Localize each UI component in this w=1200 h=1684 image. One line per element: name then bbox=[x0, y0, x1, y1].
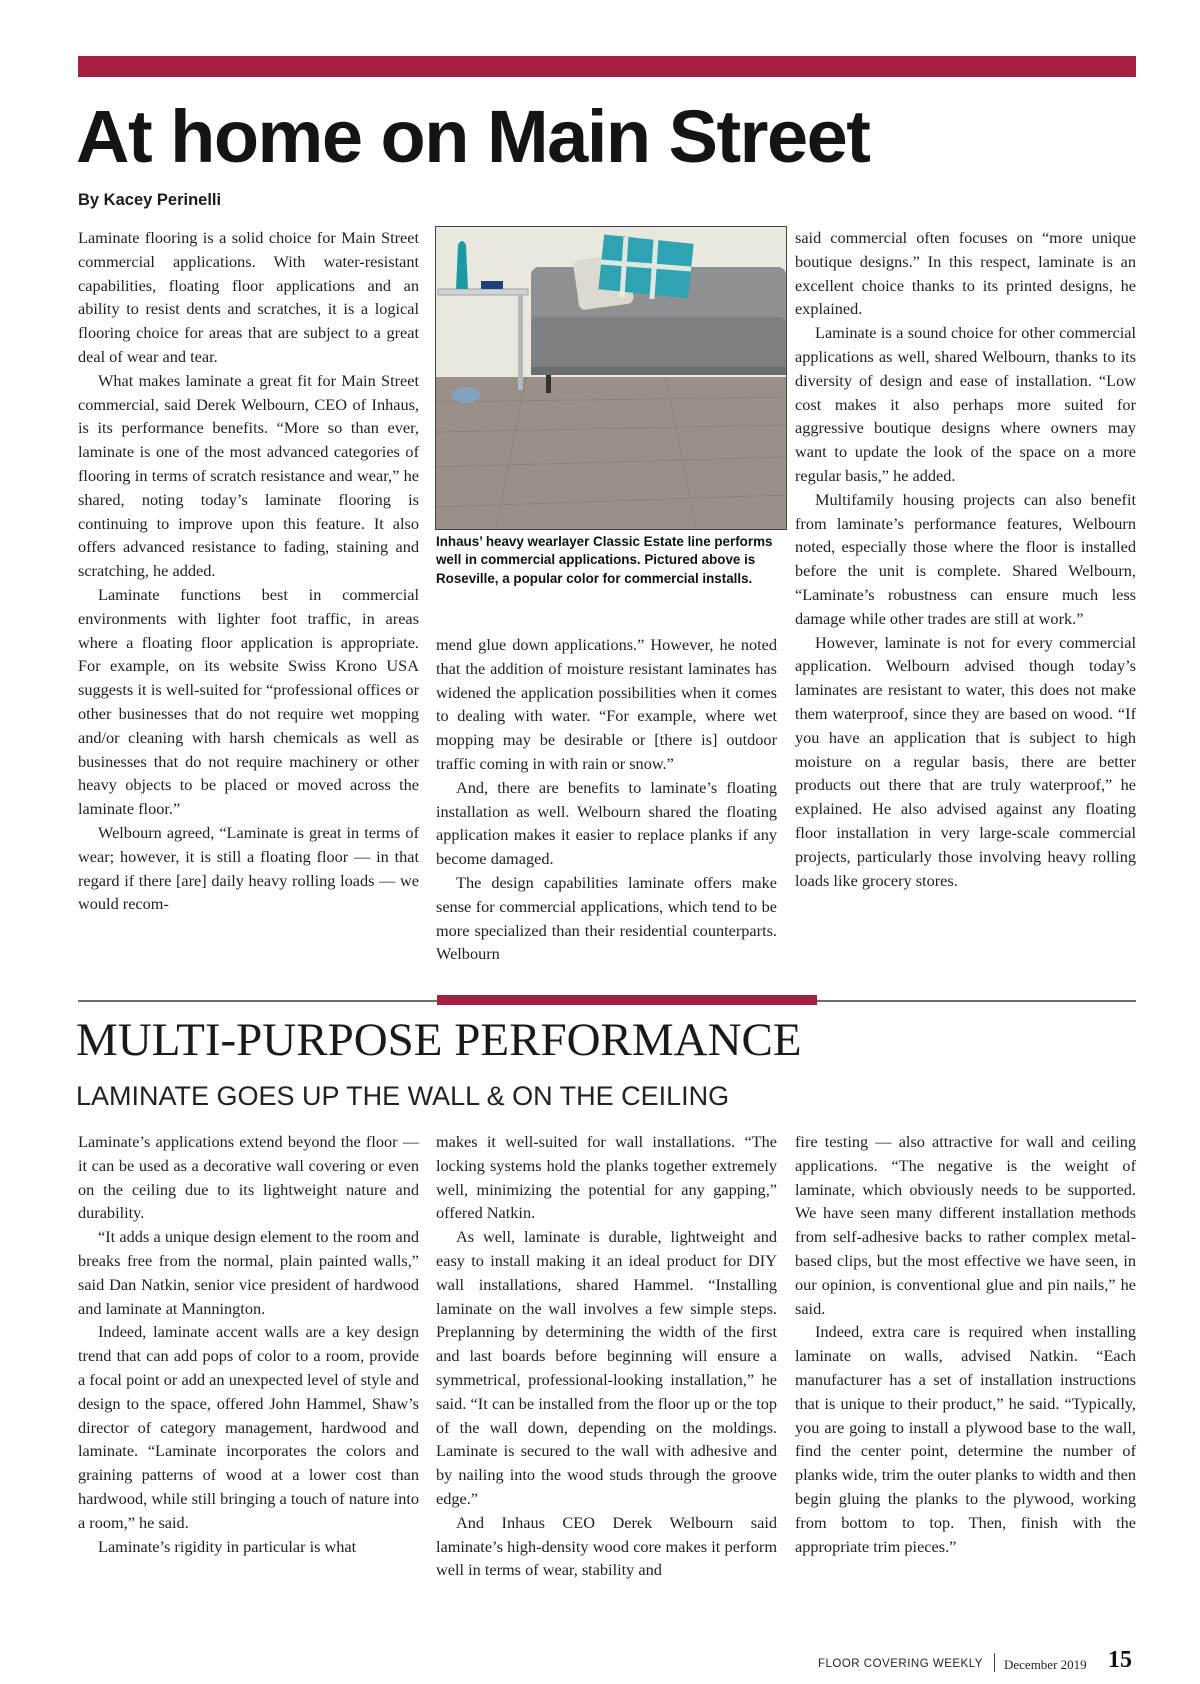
section-divider-accent bbox=[437, 995, 817, 1005]
article-byline: By Kacey Perinelli bbox=[78, 191, 222, 209]
paragraph: makes it well-suited for wall installations. “The locking systems hold the planks together extremely well, minimizing the potential for any gapping,” offered Natkin. bbox=[436, 1132, 777, 1223]
paragraph: Laminate’s applications extend beyond the floor — it can be used as a decorative wall covering or even on the ceiling due to its lightweight nature and durability. bbox=[78, 1132, 419, 1223]
paragraph: Indeed, extra care is required when installing laminate on walls, advised Natkin. “Each manufacturer has a set of installation instructions that is unique to their product,” he said. “Typically, you are going to install a plywood base to the wall, find the center point, determine the number of planks wide, trim the outer planks to width and then begin gluing the planks to the plywood, working from bottom to top. Then, finish with the appropriate trim pieces.” bbox=[795, 1322, 1136, 1556]
paragraph: Indeed, laminate accent walls are a key design trend that can add pops of color to a room, provide a focal point or add an unexpected level of style and design to the space, offered John Hammel, Shaw’s director of category management, hardwood and laminate. “Laminate incorporates the colors and graining patterns of wood at a lower cost than hardwood, while still bringing a touch of nature into a room,” he said. bbox=[78, 1322, 419, 1532]
paragraph: “It adds a unique design element to the room and breaks free from the normal, plain painted walls,” said Dan Natkin, senior vice president of hardwood and laminate at Mannington. bbox=[78, 1227, 419, 1318]
footer-date: December 2019 bbox=[1004, 1657, 1087, 1672]
paragraph: And Inhaus CEO Derek Welbourn said laminate’s high-density wood core makes it perform well in terms of wear, stability and bbox=[436, 1512, 777, 1580]
photo-caption: Inhaus’ heavy wearlayer Classic Estate line performs well in commercial applications. Pictured above is Roseville, a popular color for commercial installs. bbox=[436, 534, 773, 586]
section-column-1 bbox=[78, 1130, 419, 1558]
paragraph: And, there are benefits to laminate’s floating installation as well. Welbourn shared the floating application makes it easier to replace planks if any become damaged. bbox=[436, 777, 777, 869]
section-title: MULTI-PURPOSE PERFORMANCE bbox=[76, 1014, 802, 1066]
article-column-1 bbox=[78, 226, 419, 916]
paragraph: Laminate’s rigidity in particular is what bbox=[98, 1536, 357, 1556]
paragraph: What makes laminate a great fit for Main Street commercial, said Derek Welbourn, CEO of Inhaus, is its performance benefits. “More so than ever, laminate is one of the most advanced categories of flooring in terms of scratch resistance and wear,” he shared, noting today’s laminate flooring is continuing to improve upon this feature. It also offers advanced resistance to fading, staining and scratching, he added. bbox=[78, 370, 419, 581]
paragraph: However, laminate is not for every commercial application. Welbourn advised though today’s laminates are resistant to water, this does not make them waterproof, since they are based on wood. “If you have an application that is subject to high moisture on a regular basis, there are better products out there that are truly waterproof,” he explained. He also advised against any floating floor installation in very large-scale commercial projects, particularly those involving heavy rolling loads like grocery stores. bbox=[795, 632, 1136, 890]
article-column-2 bbox=[436, 633, 777, 966]
paragraph: mend glue down applications.” However, he noted that the addition of moisture resistant laminates has widened the application possibilities when it comes to dealing with water. “For example, where wet mopping may be desirable or [there is] outdoor traffic coming in with rain or snow.” bbox=[436, 635, 777, 773]
paragraph: said commercial often focuses on “more unique boutique designs.” In this respect, laminate is an excellent choice thanks to its printed designs, he explained. bbox=[795, 228, 1136, 319]
section-column-3 bbox=[795, 1130, 1136, 1558]
page-number: 15 bbox=[1108, 1647, 1132, 1673]
article-headline: At home on Main Street bbox=[76, 95, 870, 178]
section-column-2 bbox=[436, 1130, 777, 1582]
paragraph: Laminate is a sound choice for other commercial applications as well, shared Welbourn, thanks to its diversity of design and ease of installation. “Low cost makes it also perhaps more suited for aggressive boutique designs where owners may want to update the look of the space on a more regular basis,” he added. bbox=[795, 323, 1136, 485]
paragraph: The design capabilities laminate offers make sense for commercial applications, which tend to be more specialized than their residential counterparts. Welbourn bbox=[436, 872, 777, 964]
paragraph: Multifamily housing projects can also benefit from laminate’s performance features, Welbourn noted, especially those where the floor is installed before the unit is complete. Shared Welbourn, “Laminate’s robustness can ensure much less damage while other trades are still at work.” bbox=[795, 489, 1136, 628]
section-subtitle: LAMINATE GOES UP THE WALL & ON THE CEILING bbox=[76, 1081, 730, 1111]
sofa-room-illustration bbox=[436, 227, 786, 529]
paragraph: Laminate functions best in commercial environments with lighter foot traffic, in areas where a floating floor application is appropriate. For example, on its website Swiss Krono USA suggests it is well-suited for “professional offices or other businesses that do not require wet mopping and/or cleaning with harsh chemicals as well as businesses that do not require machinery or other heavy objects to be placed or moved across the laminate floor.” bbox=[78, 584, 419, 819]
article-column-3 bbox=[795, 226, 1136, 892]
paragraph: Laminate flooring is a solid choice for Main Street commercial applications. With water-resistant capabilities, floating floor applications and an ability to resist dents and scratches, it is a logical flooring choice for areas that are subject to a great deal of wear and tear. bbox=[78, 228, 419, 366]
footer-separator bbox=[994, 1653, 995, 1672]
paragraph: As well, laminate is durable, lightweight and easy to install making it an ideal product for DIY wall installations, shared Hammel. “Installing laminate on the wall involves a few simple steps. Preplanning by determining the width of the first and last boards before beginning will ensure a symmetrical, professional-looking installation,” he said. “It can be installed from the floor up or the top of the wall down, depending on the moldings. Laminate is secured to the wall with adhesive and by nailing into the wood studs through the groove edge.” bbox=[436, 1227, 777, 1508]
paragraph: fire testing — also attractive for wall and ceiling applications. “The negative is the weight of laminate, which obviously needs to be supported. We have seen many different installation methods from self-adhesive backs to rather complex metal-based clips, but the most effective we have seen, in our opinion, is conventional glue and pin nails,” he said. bbox=[795, 1132, 1136, 1318]
article-photo bbox=[435, 226, 787, 530]
top-accent-bar bbox=[78, 56, 1136, 77]
footer-publication: FLOOR COVERING WEEKLY bbox=[818, 1658, 983, 1670]
paragraph: Welbourn agreed, “Laminate is great in terms of wear; however, it is still a floating floor — in that regard if there [are] daily heavy rolling loads — we would recom- bbox=[78, 822, 419, 914]
